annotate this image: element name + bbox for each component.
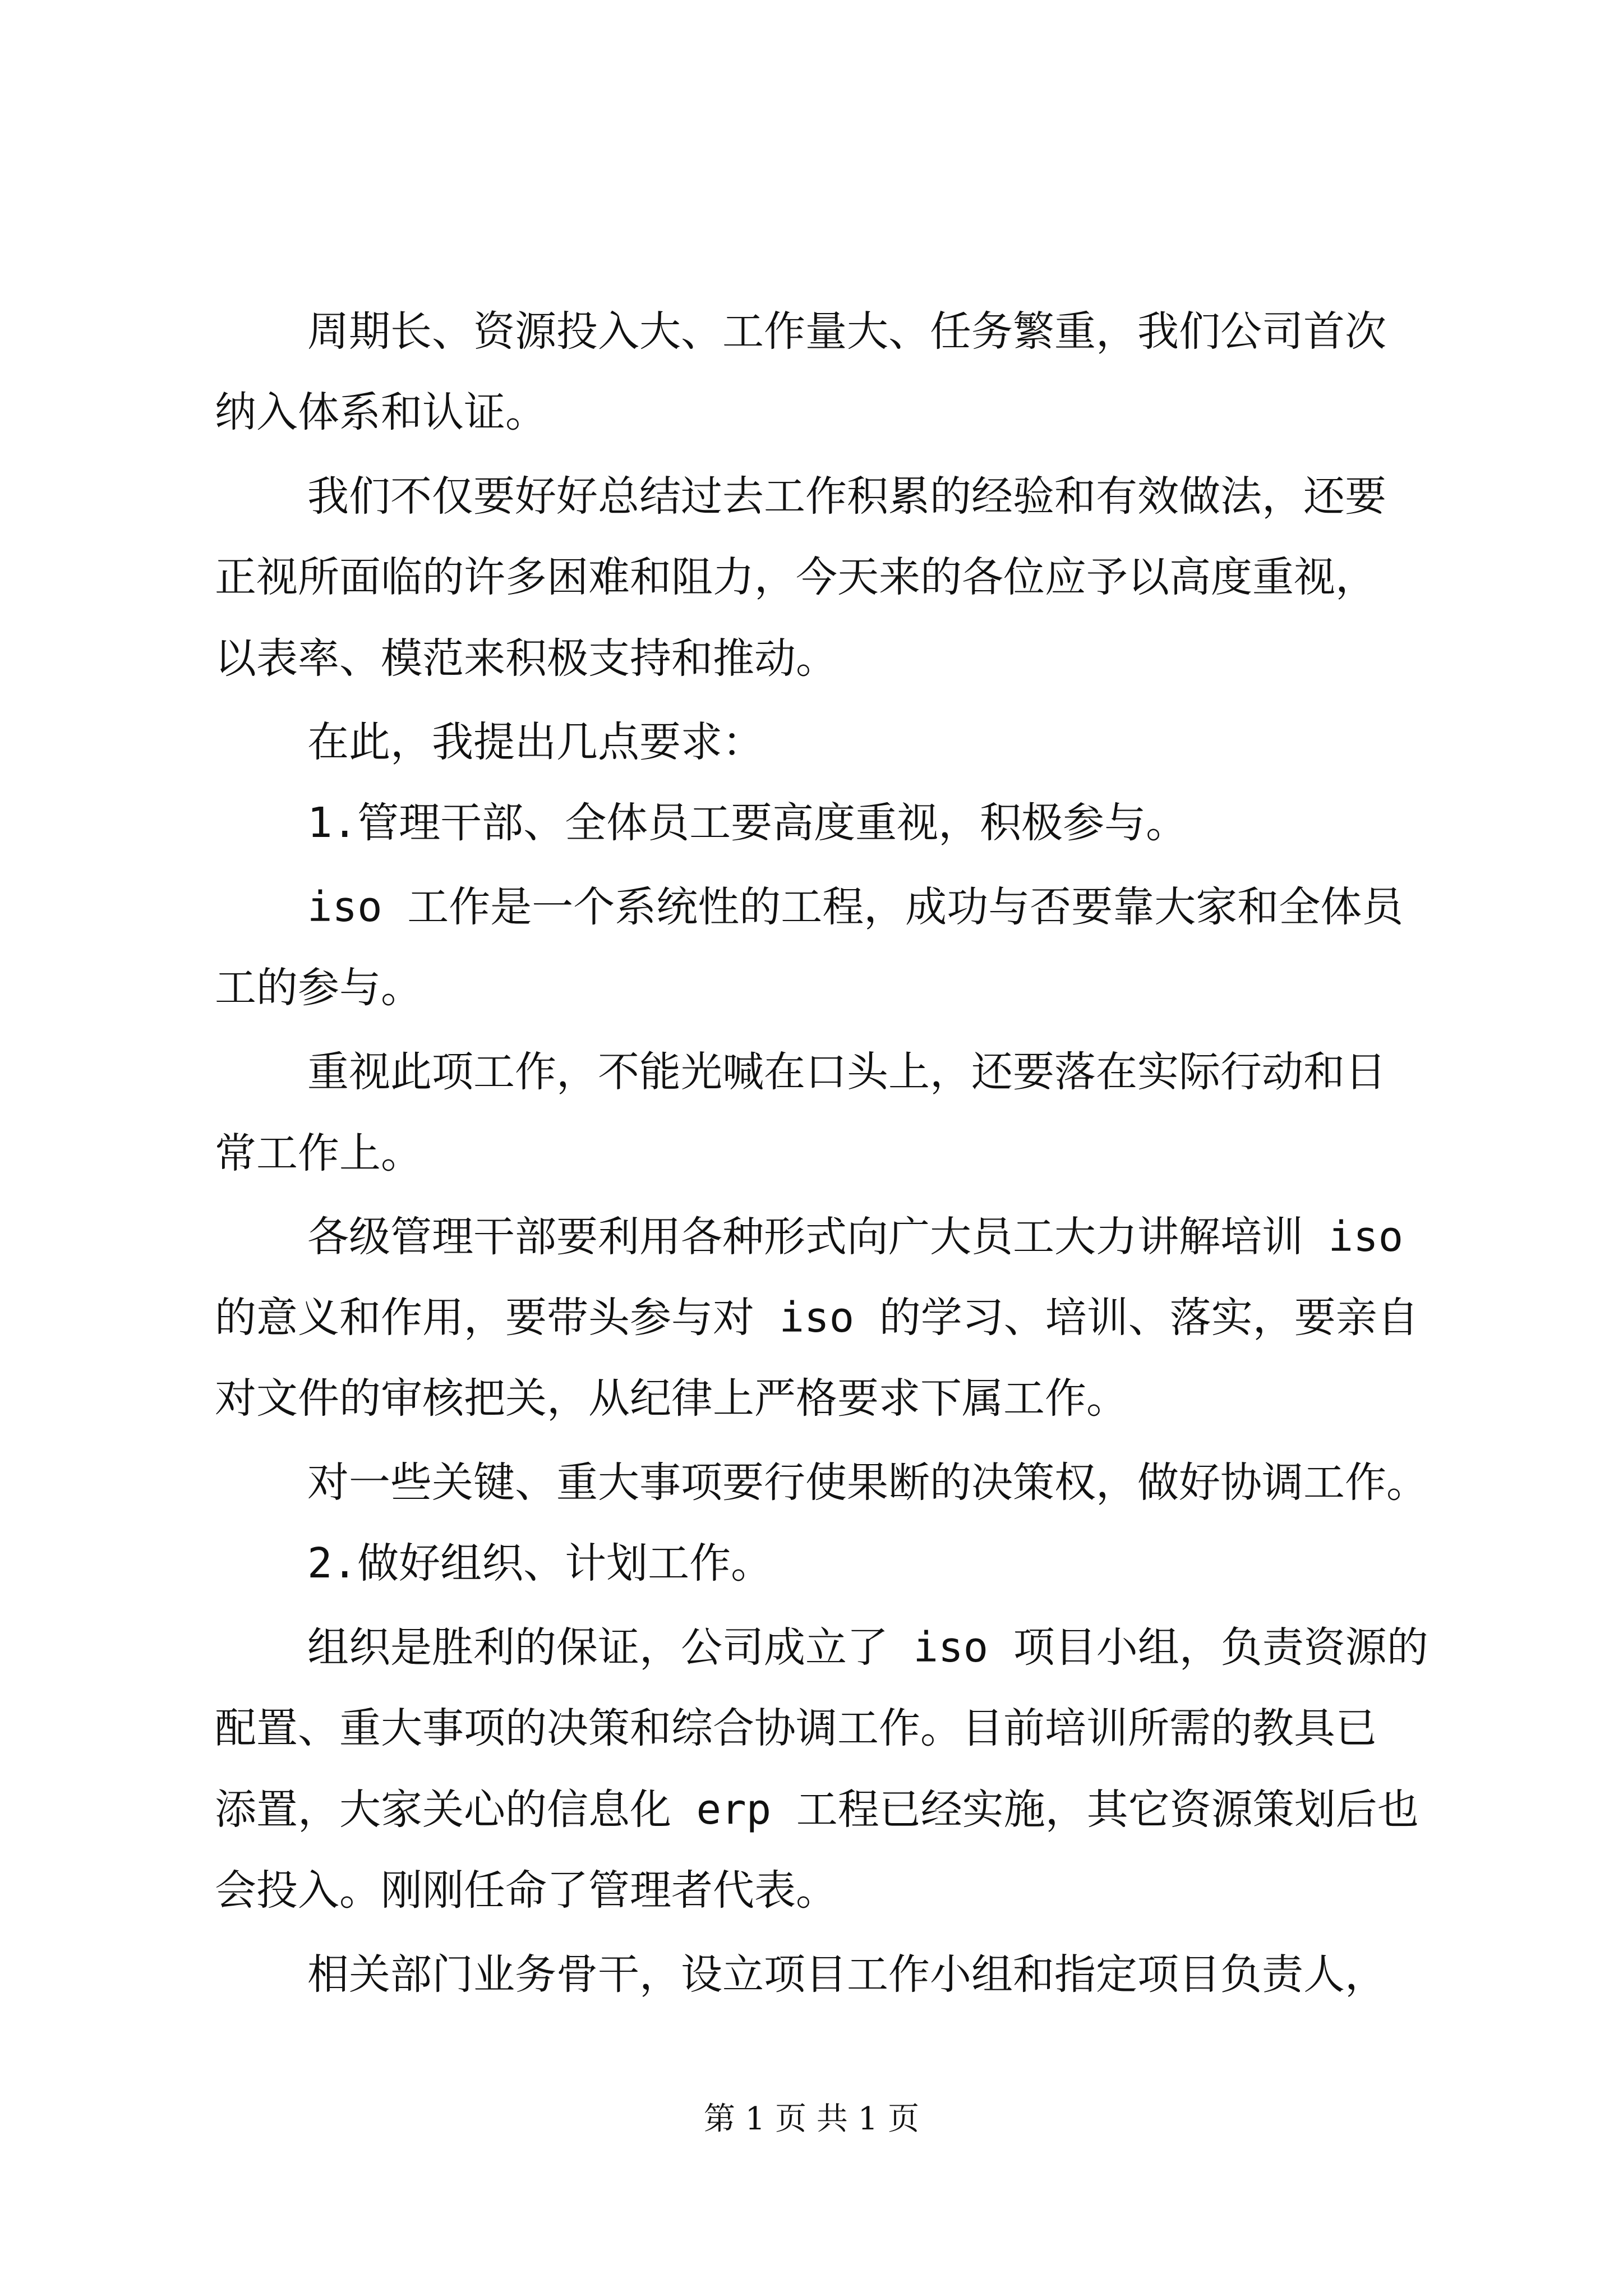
text-line: 以表率、模范来积极支持和推动。	[215, 634, 837, 683]
text-line: 在此，我提出几点要求：	[307, 718, 764, 766]
text-line: 组织是胜利的保证，公司成立了 iso 项目小组，负责资源的	[307, 1623, 1428, 1672]
text-line: 纳入体系和认证。	[215, 388, 547, 436]
text-line: 我们不仅要好好总结过去工作积累的经验和有效做法，还要	[307, 472, 1386, 521]
text-line: 会投入。刚刚任命了管理者代表。	[215, 1866, 837, 1915]
text-line: iso 工作是一个系统性的工程，成功与否要靠大家和全体员	[307, 883, 1404, 931]
text-line: 正视所面临的许多困难和阻力，今天来的各位应予以高度重视，	[215, 553, 1377, 601]
text-line: 各级管理干部要利用各种形式向广大员工大力讲解培训 iso	[307, 1213, 1404, 1261]
text-line: 重视此项工作，不能光喊在口头上，还要落在实际行动和日	[307, 1048, 1386, 1096]
text-line: 添置，大家关心的信息化 erp 工程已经实施，其它资源策划后也	[215, 1786, 1419, 1834]
text-line: 对文件的审核把关，从纪律上严格要求下属工作。	[215, 1374, 1128, 1423]
text-line: 常工作上。	[215, 1129, 422, 1177]
text-line: 相关部门业务骨干，设立项目工作小组和指定项目负责人，	[307, 1950, 1386, 1999]
text-line: 工的参与。	[215, 964, 422, 1012]
page-footer: 第 1 页 共 1 页	[703, 2101, 920, 2137]
text-line: 对一些关键、重大事项要行使果断的决策权，做好协调工作。	[307, 1458, 1428, 1507]
text-line: 周期长、资源投入大、工作量大、任务繁重，我们公司首次	[307, 307, 1386, 356]
text-line: 1.管理干部、全体员工要高度重视，积极参与。	[307, 799, 1188, 847]
text-line: 配置、重大事项的决策和综合协调工作。目前培训所需的教具已	[215, 1704, 1377, 1752]
text-line: 2.做好组织、计划工作。	[307, 1539, 773, 1588]
text-line: 的意义和作用，要带头参与对 iso 的学习、培训、落实，要亲自	[215, 1294, 1419, 1342]
